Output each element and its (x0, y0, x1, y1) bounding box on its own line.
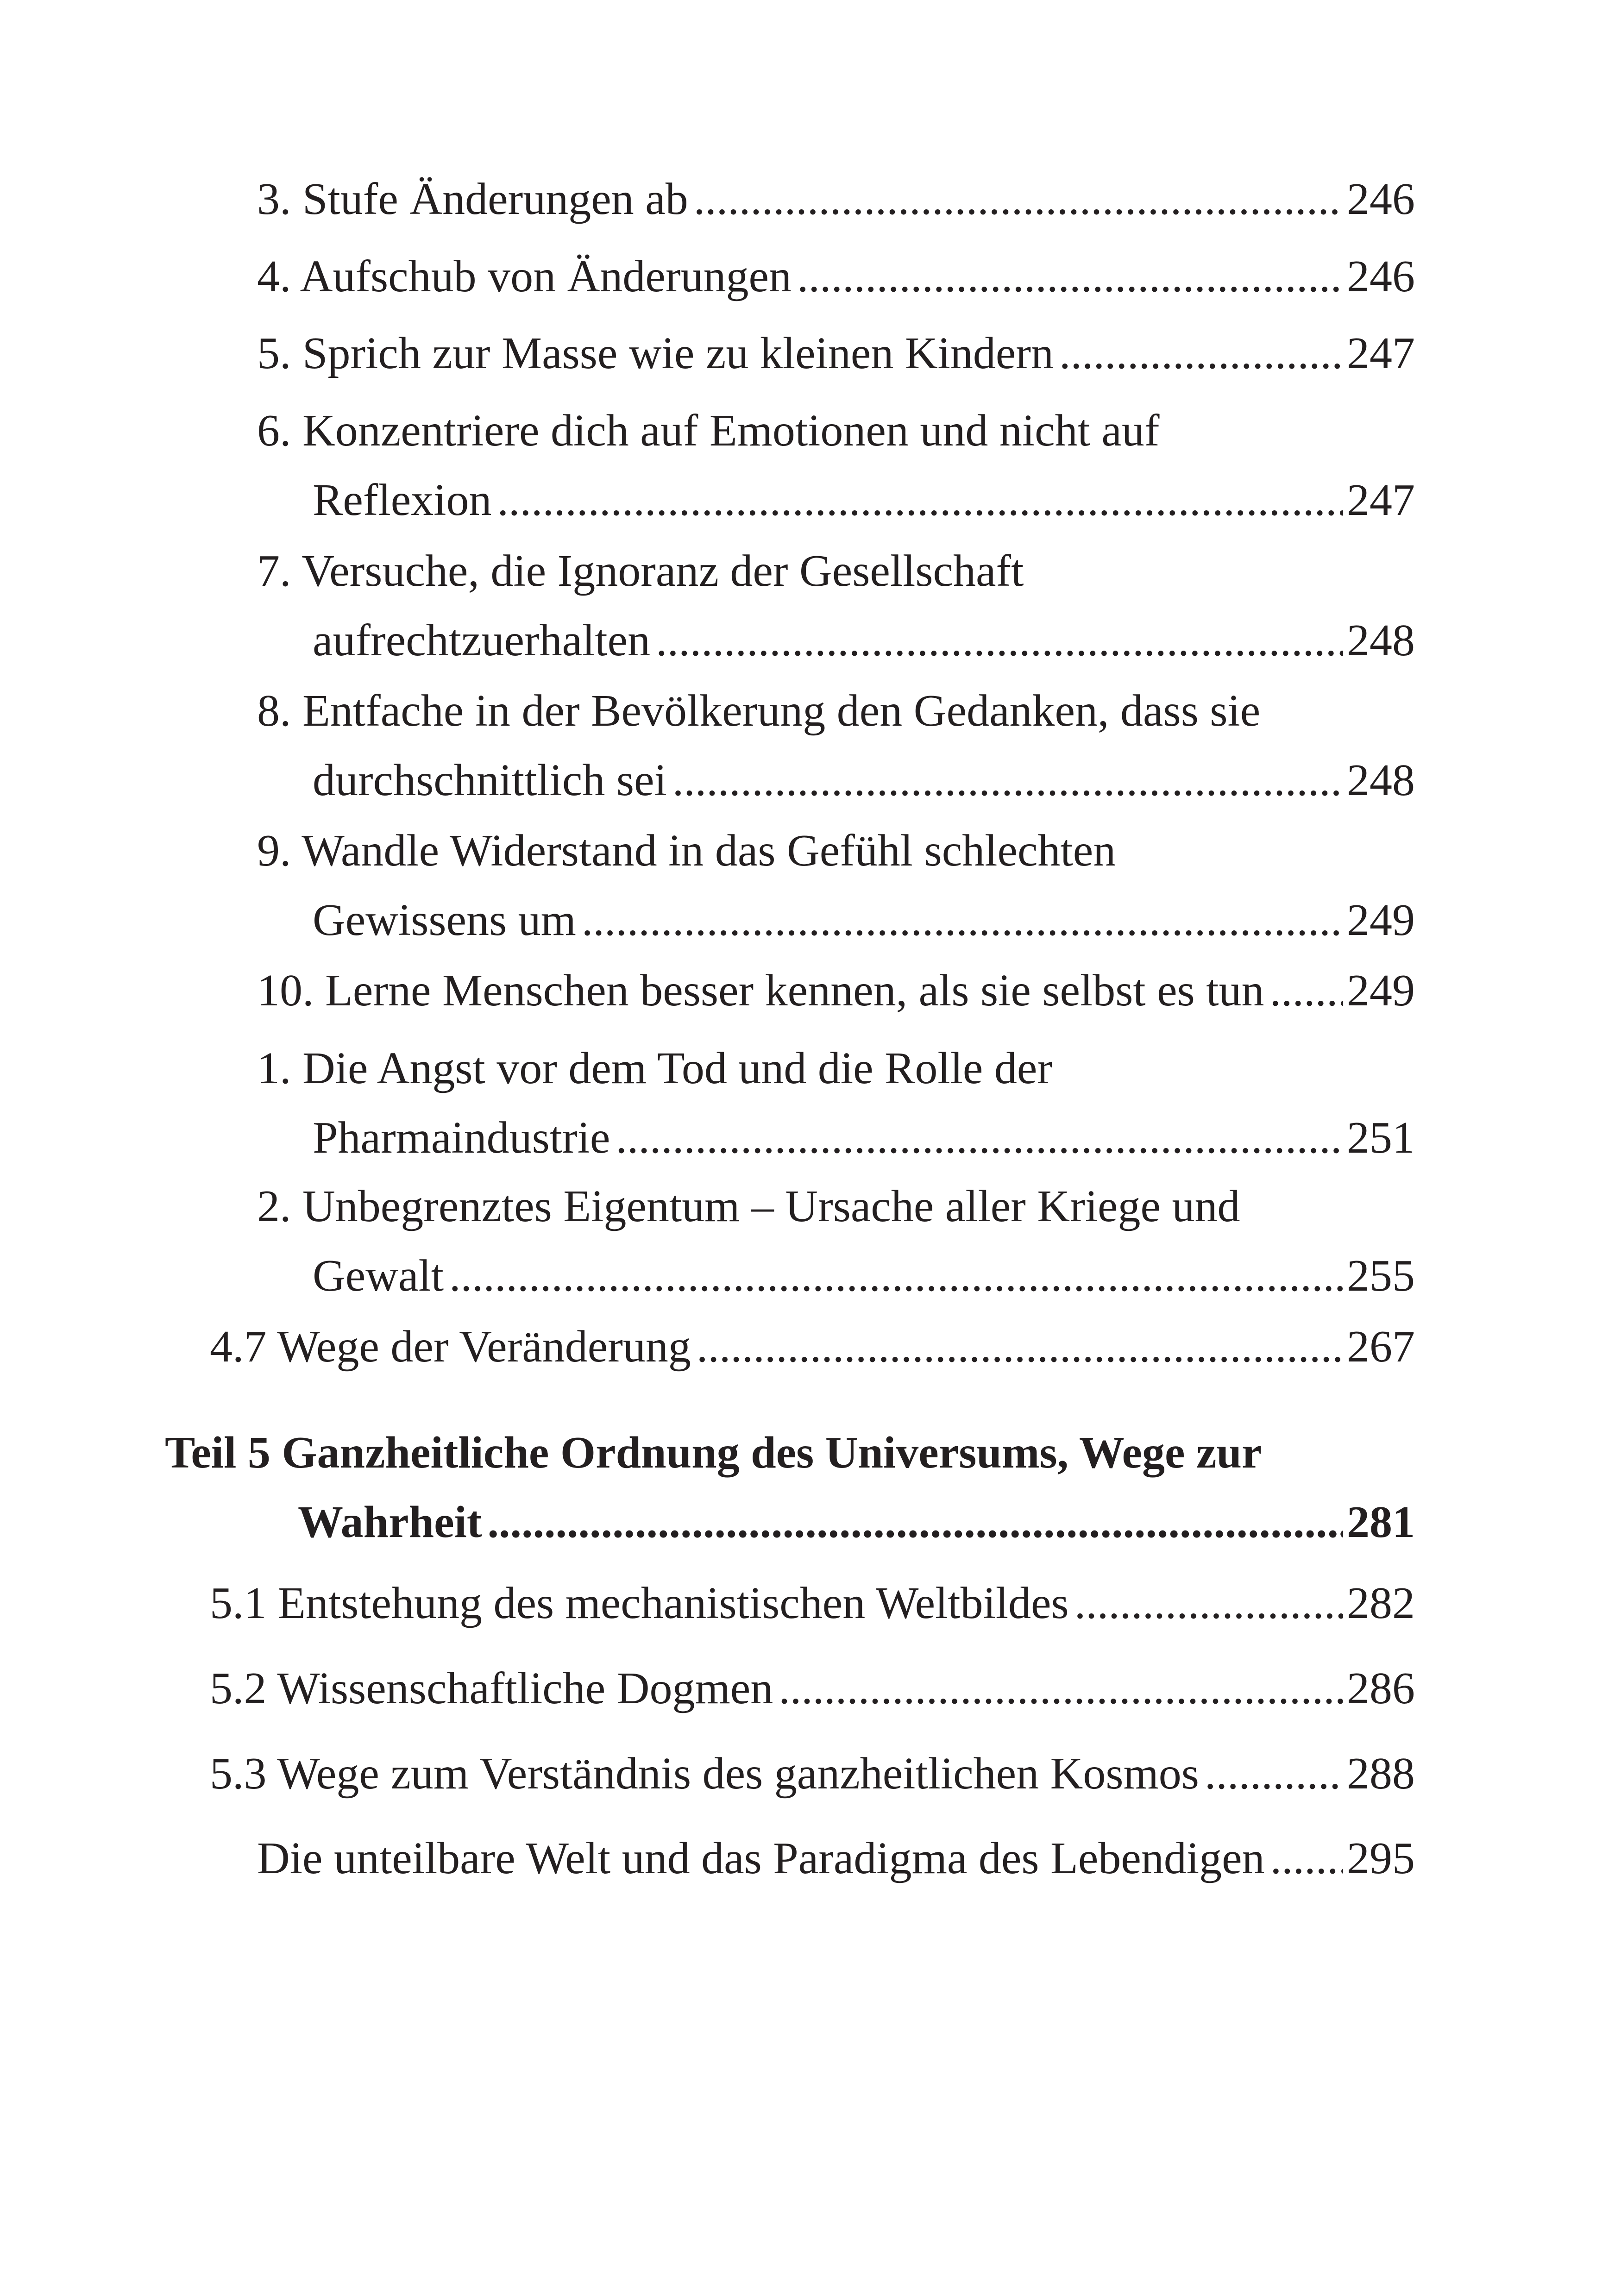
toc-entry-title: 4.7 Wege der Veränderung (210, 1322, 691, 1372)
toc-entry-title: 3. Stufe Änderungen ab (257, 174, 688, 224)
toc-page-number: 251 (1347, 1113, 1415, 1163)
dot-leader (694, 164, 1343, 234)
dot-leader (616, 1103, 1343, 1173)
toc-page-number: 246 (1347, 174, 1415, 224)
dot-leader (449, 1241, 1343, 1311)
toc-page-number: 267 (1347, 1322, 1415, 1372)
toc-page-number: 295 (1347, 1833, 1415, 1883)
toc-entry-title-line1: 6. Konzentriere dich auf Emotionen und nicht auf (257, 406, 1160, 456)
toc-page-number: 246 (1347, 251, 1415, 301)
toc-entry-widerstand[interactable] (257, 816, 1415, 955)
toc-entry-title-line2: Wahrheit (298, 1497, 482, 1547)
toc-entry-title: 5.2 Wissenschaftliche Dogmen (210, 1663, 773, 1713)
toc-page-number: 247 (1347, 475, 1415, 525)
toc-entry-title: 5. Sprich zur Masse wie zu kleinen Kindern (257, 328, 1054, 378)
toc-page-number: 288 (1347, 1749, 1415, 1799)
toc-entry-title-line1: 2. Unbegrenztes Eigentum – Ursache aller Kriege und (257, 1181, 1240, 1231)
dot-leader (1074, 1568, 1343, 1638)
toc-entry-title-line1: 8. Entfache in der Bevölkerung den Gedanken, dass sie (257, 686, 1261, 736)
toc-entry-title-line1: 9. Wandle Widerstand in das Gefühl schlechten (257, 826, 1116, 876)
toc-entry-section-5-1[interactable] (210, 1568, 1415, 1638)
toc-entry-title-line2: Reflexion (313, 475, 492, 525)
toc-entry-title-line2: durchschnittlich sei (313, 755, 667, 805)
dot-leader (1205, 1739, 1343, 1808)
toc-page-number: 255 (1347, 1251, 1415, 1301)
dot-leader (582, 885, 1343, 955)
toc-entry-title-line2: Gewalt (313, 1251, 444, 1301)
toc-page-number: 249 (1347, 966, 1415, 1016)
toc-entry-unteilbare-welt[interactable] (257, 1824, 1415, 1893)
toc-entry-menschen-kennen[interactable] (257, 956, 1415, 1025)
toc-entry-teil-5[interactable] (165, 1418, 1415, 1557)
toc-page-number: 249 (1347, 895, 1415, 945)
toc-entry-title-line2: Gewissens um (313, 895, 576, 945)
toc-entry-title-line1: Teil 5 Ganzheitliche Ordnung des Universums, Wege zur (165, 1428, 1262, 1478)
toc-entry-stufe-aenderungen[interactable] (257, 164, 1415, 234)
toc-entry-emotionen[interactable] (257, 396, 1415, 535)
dot-leader (497, 465, 1343, 535)
toc-entry-title: 5.1 Entstehung des mechanistischen Weltbildes (210, 1578, 1069, 1628)
toc-entry-title: Die unteilbare Welt und das Paradigma des Lebendigen (257, 1833, 1265, 1883)
toc-entry-angst-vor-dem-tod[interactable] (257, 1034, 1415, 1173)
toc-entry-title-line2: aufrechtzuerhalten (313, 615, 651, 665)
toc-entry-ignoranz[interactable] (257, 536, 1415, 675)
dot-leader (779, 1654, 1343, 1723)
toc-entry-title: 10. Lerne Menschen besser kennen, als sie selbst es tun (257, 966, 1264, 1016)
toc-page-number: 248 (1347, 755, 1415, 805)
toc-page-number: 281 (1347, 1497, 1415, 1547)
toc-entry-title: 4. Aufschub von Änderungen (257, 251, 792, 301)
toc-entry-sprich-zur-masse[interactable] (257, 319, 1415, 388)
dot-leader (1269, 956, 1343, 1025)
toc-entry-title-line1: 7. Versuche, die Ignoranz der Gesellschaft (257, 546, 1024, 596)
toc-entry-section-4-7[interactable] (210, 1312, 1415, 1381)
dot-leader (1059, 319, 1343, 388)
toc-entry-aufschub[interactable] (257, 242, 1415, 311)
dot-leader (1270, 1824, 1343, 1893)
toc-entry-eigentum[interactable] (257, 1172, 1415, 1311)
dot-leader (672, 746, 1343, 815)
toc-page-number: 247 (1347, 328, 1415, 378)
dot-leader (487, 1487, 1343, 1557)
toc-entry-title: 5.3 Wege zum Verständnis des ganzheitlichen Kosmos (210, 1749, 1199, 1799)
toc-entry-title-line1: 1. Die Angst vor dem Tod und die Rolle der (257, 1043, 1053, 1093)
dot-leader (697, 1312, 1343, 1381)
toc-entry-section-5-2[interactable] (210, 1654, 1415, 1723)
toc-page-number: 282 (1347, 1578, 1415, 1628)
toc-entry-title-line2: Pharmaindustrie (313, 1113, 610, 1163)
toc-page-number: 248 (1347, 615, 1415, 665)
dot-leader (656, 606, 1343, 675)
toc-page-number: 286 (1347, 1663, 1415, 1713)
toc-entry-bevoelkerung[interactable] (257, 676, 1415, 815)
toc-entry-section-5-3[interactable] (210, 1739, 1415, 1808)
dot-leader (797, 242, 1343, 311)
